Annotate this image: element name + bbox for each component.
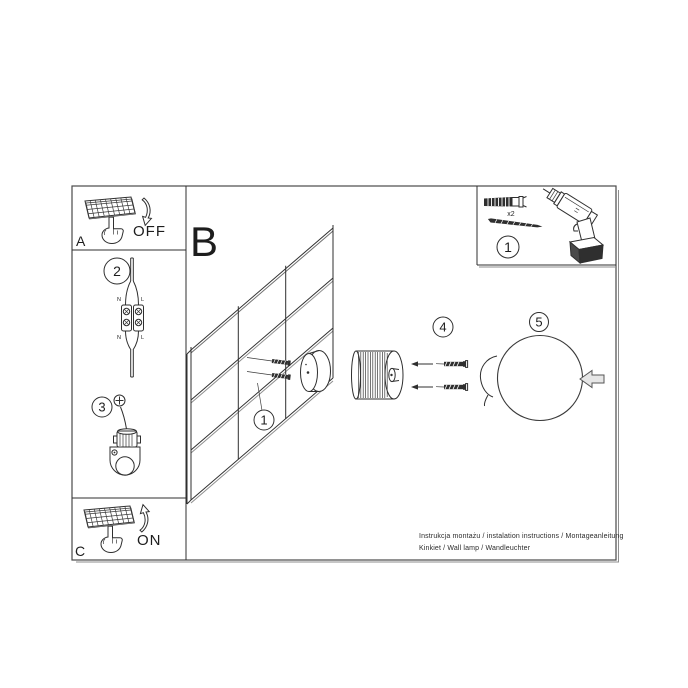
panel-c-action-label: ON	[137, 532, 162, 549]
panel-c-letter: C	[75, 543, 86, 559]
panel-a-action-label: OFF	[133, 223, 166, 240]
panel-a-letter: A	[76, 233, 86, 249]
step-2-number: 2	[113, 263, 121, 279]
screw-head-icon	[114, 395, 125, 406]
glass-globe	[498, 336, 583, 421]
plug-quantity-label: x2	[507, 211, 515, 218]
wire-label-n-top: N	[117, 297, 121, 303]
kit-step-number: 1	[504, 239, 512, 255]
lamp-body	[352, 351, 404, 399]
step-1-number: 1	[260, 412, 268, 428]
footer-line-2: Kinkiet / Wall lamp / Wandleuchter	[419, 545, 531, 552]
footer-line-1: Instrukcja montażu / instalation instructions / Montageanleitung	[419, 533, 624, 540]
wire-label-n-bottom: N	[117, 335, 121, 341]
step-3-number: 3	[98, 399, 106, 415]
step-5-number: 5	[535, 314, 543, 330]
wire-label-l-bottom: L	[141, 335, 145, 341]
canopy-ring	[301, 351, 331, 392]
section-b-label: B	[190, 218, 219, 265]
bracket-icon	[110, 429, 141, 475]
wire-label-l-top: L	[141, 297, 145, 303]
step-4-number: 4	[439, 319, 447, 335]
